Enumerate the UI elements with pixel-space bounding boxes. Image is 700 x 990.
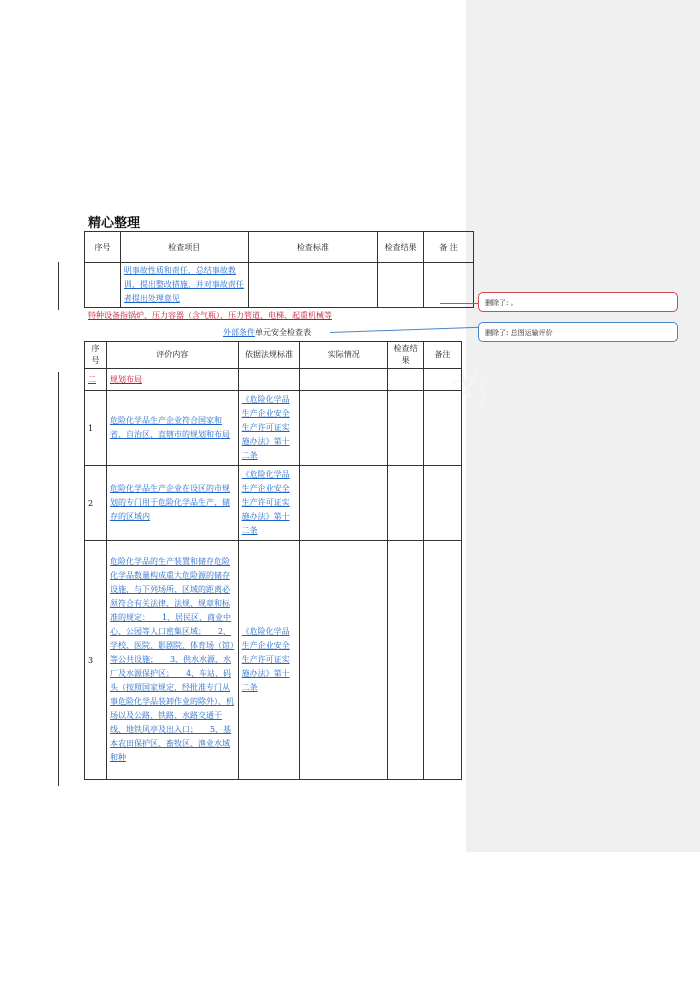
comment-label: 删除了: [485,299,509,307]
title-text: 单元安全检查表 [255,328,311,337]
row-content: 危险化学品生产企业符合国家和省、自治区、直辖市的规划和布局 [106,391,238,466]
table-row [85,541,462,780]
inserted-text: 明事故性质和责任，总结事故教训，提出整改措施，并对事故责任者提出处理意见 [123,266,244,303]
comment-text: 总图运输评价 [510,329,553,337]
check-table-top [84,231,474,308]
page-title: 精心整理 [88,216,141,231]
header-actual: 实际情况 [300,342,388,369]
header-basis: 依据法规标准 [238,342,300,369]
row-basis: 《危险化学品生产企业安全生产许可证实施办法》第十二条 [238,391,300,466]
comment-connector [440,303,480,304]
header-result: 检查结果 [378,232,424,263]
table-cell [85,263,121,308]
header-item: 检查项目 [120,232,248,263]
row-content: 危险化学品生产企业在设区的市规划的专门用于危险化学品生产、储存的区域内 [106,466,238,541]
comment-margin-panel [466,0,700,852]
row-basis: 《危险化学品生产企业安全生产许可证实施办法》第十二条 [238,466,300,541]
header-seq: 序号 [85,342,107,369]
table-row [85,391,462,466]
table-cell [248,263,378,308]
change-bar [58,372,59,786]
comment-balloon-deleted[interactable] [478,322,678,342]
row-number: 3 [85,541,107,780]
change-bar [58,262,59,310]
row-number: 1 [85,391,107,466]
header-seq: 序号 [85,232,121,263]
header-standard: 检查标准 [248,232,378,263]
row-content: 危险化学品的生产装置和储存危险化学品数量构成重大危险源的储存设施，与下列场所、区域的距离必须符合有关法律、法规、规章和标准的规定： 1、居民区、商业中心、公园等人口密集区域； 2、学校、医院、影剧院、体育场（馆）等公共设施； 3、供水水源、水厂及水源保护区； 4、车站、码头（按照国家规定，经批准专门从事危险化学品装卸作业的除外）、机场以及公路、铁路、水路交通干线、地铁风亭及出入口； 5、基本农田保护区、畜牧区、渔业水域和种 [106,541,238,780]
header-result: 检查结果 [388,342,424,369]
section-label: 规划布局 [106,369,238,391]
section-number: 二 [85,369,107,391]
row-basis: 《危险化学品生产企业安全生产许可证实施办法》第十二条 [238,541,300,780]
header-remark: 备 注 [424,232,474,263]
table-row [85,466,462,541]
header-remark: 备注 [424,342,462,369]
table-cell [424,263,474,308]
table-cell [378,263,424,308]
table2-title [223,327,311,338]
comment-balloon-deleted[interactable] [478,292,678,312]
row-number: 2 [85,466,107,541]
comment-text: 。 [510,299,518,307]
comment-label: 删除了: [485,329,509,337]
inserted-title-text: 外部条件 [223,328,255,337]
deleted-text-line: 特种设备指锅炉、压力容器（含气瓶）、压力管道、电梯、起重机械等 [88,311,332,320]
safety-check-table [84,341,462,780]
header-content: 评价内容 [106,342,238,369]
table-cell [120,263,248,308]
watermark: 考 [444,363,498,421]
